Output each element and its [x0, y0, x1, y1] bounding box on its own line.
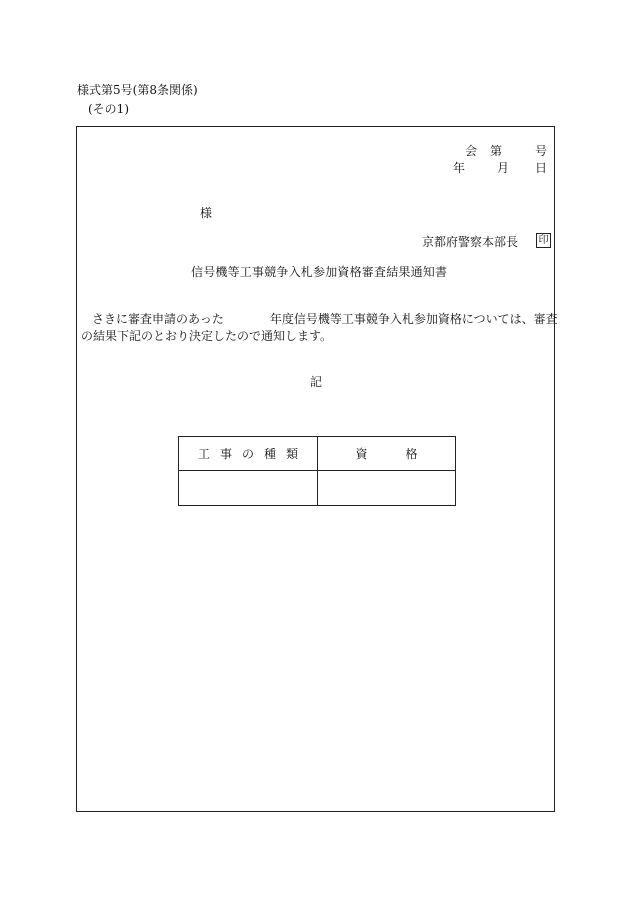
cell-qualification	[318, 471, 456, 506]
addressee: 様	[200, 206, 213, 220]
form-label: 様式第5号(第8条関係)	[77, 83, 198, 97]
date-day: 日	[534, 161, 547, 175]
date-year: 年	[452, 161, 465, 175]
header-cell-kind: 工事の種類	[179, 437, 318, 471]
document-title: 信号機等工事競争入札参加資格審査結果通知書	[191, 265, 448, 279]
body-text-a: さきに審査申請のあった	[92, 312, 224, 326]
number-prefix: 会	[464, 144, 477, 158]
header-cell-qualification: 資格	[318, 437, 456, 471]
form-sub-label: (その1)	[88, 102, 129, 116]
issuer-name: 京都府警察本部長	[422, 235, 519, 249]
result-table	[178, 436, 456, 506]
ki-heading: 記	[310, 375, 323, 389]
table-row	[179, 471, 456, 506]
body-line-1	[92, 313, 558, 325]
seal-stamp: 印	[536, 233, 551, 248]
body-line-2: の結果下記のとおり決定したので通知します。	[81, 329, 333, 343]
document-date	[452, 162, 548, 174]
cell-kind	[179, 471, 318, 506]
table-header-row	[179, 437, 456, 471]
number-dai: 第	[489, 144, 502, 158]
body-text-b: 年度信号機等工事競争入札参加資格については、審査	[269, 312, 558, 326]
date-month: 月	[496, 161, 509, 175]
document-number	[464, 145, 548, 157]
number-go: 号	[534, 144, 547, 158]
